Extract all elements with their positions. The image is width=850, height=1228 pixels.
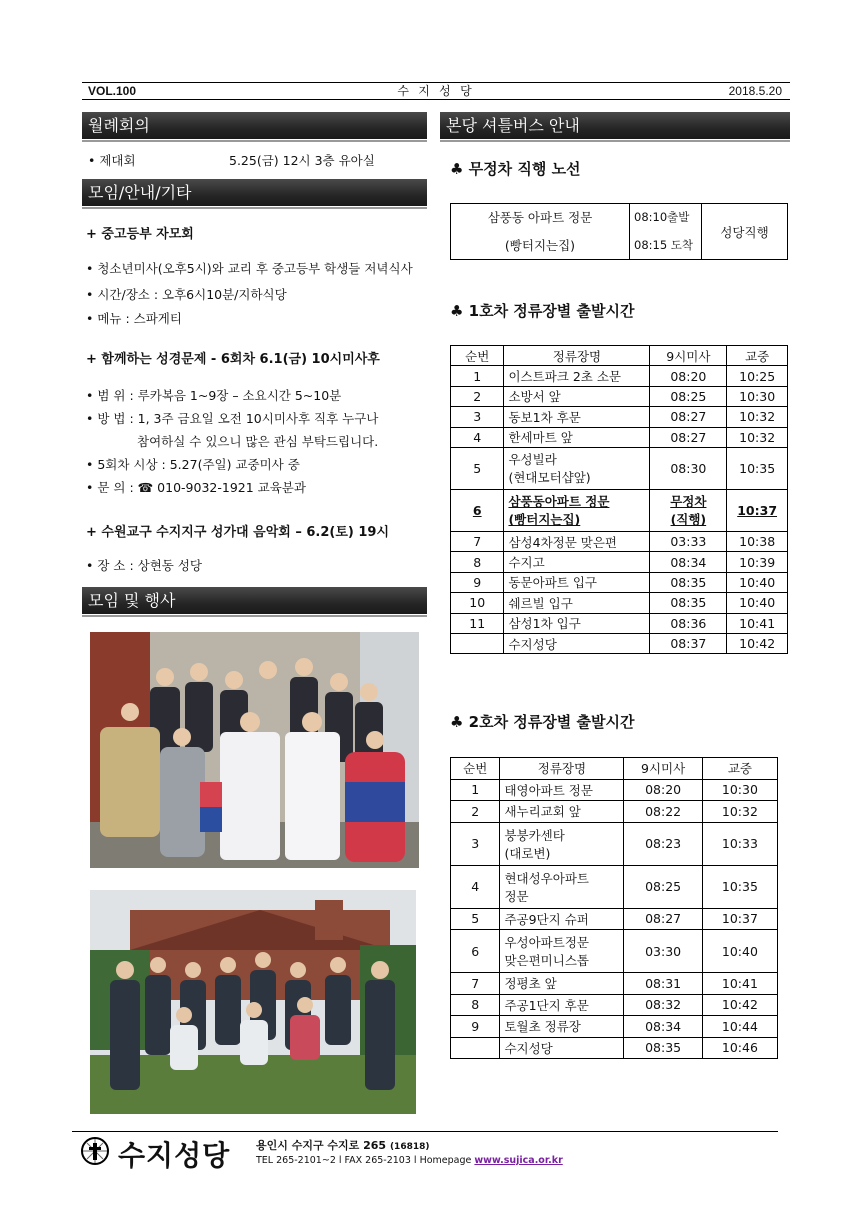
- table-row: [451, 386, 788, 406]
- main-mass-time: 10:38: [727, 531, 788, 551]
- header-title: 수 지 성 당: [397, 84, 475, 98]
- express-destination: 성당직행: [702, 204, 788, 260]
- mass-9am-time: 08:25: [650, 386, 727, 406]
- stop-name: 우성빌라 (현대모터샵앞): [504, 447, 650, 489]
- stop-number: 8: [451, 552, 504, 572]
- notice-heading-bible-quiz: + 함께하는 성경문제 - 6회차 6.1(금) 10시미사후: [86, 352, 380, 367]
- table-row: [451, 633, 788, 653]
- stop-name: 주공9단지 슈퍼: [500, 908, 624, 930]
- bus2-schedule-table: [450, 757, 778, 1059]
- mass-9am-time: 08:27: [650, 407, 727, 427]
- mass-9am-time: 08:25: [624, 865, 702, 908]
- main-mass-time: 10:25: [727, 366, 788, 386]
- table-row: [451, 613, 788, 633]
- meeting-value: 5.25(금) 12시 3층 유아실: [229, 153, 375, 168]
- table-row: [451, 801, 778, 823]
- stop-name: 우성아파트정문 맞은편미니스톱: [500, 930, 624, 973]
- column-header: 정류장명: [500, 758, 624, 780]
- main-mass-time: 10:39: [727, 552, 788, 572]
- table-row: [451, 994, 778, 1016]
- stop-name: 토월초 정류장: [500, 1016, 624, 1038]
- main-mass-time: 10:40: [727, 593, 788, 613]
- group-photo-first-communion: [90, 632, 419, 868]
- mass-9am-time: 08:27: [650, 427, 727, 447]
- express-depart-time: 08:10출발: [630, 204, 702, 231]
- main-mass-time: 10:35: [727, 447, 788, 489]
- main-mass-time: 10:42: [702, 994, 777, 1016]
- table-row: [451, 930, 778, 973]
- notice-line: • 메뉴 : 스파게티: [86, 311, 182, 326]
- table-header-row: [451, 346, 788, 366]
- column-header: 순번: [451, 758, 500, 780]
- table-row: [451, 366, 788, 386]
- stop-number: 9: [451, 1016, 500, 1038]
- table-row: [451, 407, 788, 427]
- table-row: [451, 489, 788, 531]
- church-name: 수지성당: [118, 1139, 231, 1172]
- mass-9am-time: 08:30: [650, 447, 727, 489]
- mass-9am-time: 08:35: [650, 572, 727, 592]
- mass-9am-time: 08:34: [624, 1016, 702, 1038]
- stop-name: 쉐르빌 입구: [504, 593, 650, 613]
- main-mass-time: 10:41: [702, 973, 777, 995]
- main-mass-time: 10:40: [702, 930, 777, 973]
- main-mass-time: 10:42: [727, 633, 788, 653]
- section-title-notices: 모임/안내/기타: [82, 179, 427, 206]
- mass-9am-time: 08:35: [624, 1037, 702, 1059]
- mass-9am-time: 08:31: [624, 973, 702, 995]
- address-text: 용인시 수지구 수지로 265: [256, 1139, 387, 1152]
- notice-line: • 문 의 : ☎ 010-9032-1921 교육분과: [86, 480, 306, 495]
- notice-line: 참여하실 수 있으니 많은 관심 부탁드립니다.: [137, 434, 379, 449]
- stop-number: [451, 1037, 500, 1059]
- main-mass-time: 10:32: [727, 407, 788, 427]
- stop-number: 11: [451, 613, 504, 633]
- stop-number: 4: [451, 865, 500, 908]
- section-title-events: 모임 및 행사: [82, 587, 427, 614]
- stop-name: 현대성우아파트 정문: [500, 865, 624, 908]
- main-mass-time: 10:32: [727, 427, 788, 447]
- mass-9am-time: 08:32: [624, 994, 702, 1016]
- stop-number: 2: [451, 386, 504, 406]
- express-arrive-time: 08:15 도착: [630, 231, 702, 260]
- section-title-shuttle: 본당 셔틀버스 안내: [440, 112, 790, 139]
- stop-name: 이스트파크 2초 소문: [504, 366, 650, 386]
- column-header: 9시미사: [624, 758, 702, 780]
- stop-name: 수지성당: [500, 1037, 624, 1059]
- mass-9am-time: 08:20: [624, 779, 702, 801]
- stop-number: 8: [451, 994, 500, 1016]
- church-contact: [256, 1155, 563, 1166]
- stop-name: 삼성1차 입구: [504, 613, 650, 633]
- table-row: [451, 593, 788, 613]
- issue-date: 2018.5.20: [728, 84, 782, 98]
- stop-number: 7: [451, 531, 504, 551]
- main-mass-time: 10:30: [727, 386, 788, 406]
- main-mass-time: 10:37: [727, 489, 788, 531]
- table-row: [451, 572, 788, 592]
- main-mass-time: 10:32: [702, 801, 777, 823]
- stop-number: 4: [451, 427, 504, 447]
- column-header: 순번: [451, 346, 504, 366]
- bus1-schedule-table: [450, 345, 788, 654]
- stop-number: 3: [451, 822, 500, 865]
- table-row: [451, 865, 778, 908]
- stop-number: 2: [451, 801, 500, 823]
- church-address: [256, 1137, 429, 1153]
- stop-name: 동문아파트 입구: [504, 572, 650, 592]
- zip-code: (16818): [389, 1142, 430, 1152]
- table-row: [451, 552, 788, 572]
- mass-9am-time: 03:30: [624, 930, 702, 973]
- column-header: 교중: [727, 346, 788, 366]
- stop-name: 수지성당: [504, 633, 650, 653]
- stop-number: 3: [451, 407, 504, 427]
- meeting-label: • 제대회: [88, 153, 136, 168]
- stop-number: 1: [451, 779, 500, 801]
- notice-heading-parents: + 중고등부 자모회: [86, 227, 194, 242]
- notice-line: • 시간/장소 : 오후6시10분/지하식당: [86, 287, 287, 302]
- express-stop-name: 삼풍동 아파트 정문: [451, 204, 630, 231]
- column-header: 9시미사: [650, 346, 727, 366]
- stop-number: 5: [451, 908, 500, 930]
- mass-9am-time: 08:23: [624, 822, 702, 865]
- stop-number: 6: [451, 930, 500, 973]
- mass-9am-time: 무정차 (직행): [650, 489, 727, 531]
- mass-9am-time: 03:33: [650, 531, 727, 551]
- stop-number: [451, 633, 504, 653]
- stop-number: 6: [451, 489, 504, 531]
- mass-9am-time: 08:22: [624, 801, 702, 823]
- table-header-row: [451, 758, 778, 780]
- table-row: [451, 1016, 778, 1038]
- notice-line: • 방 법 : 1, 3주 금요일 오전 10시미사후 직후 누구나: [86, 411, 379, 426]
- express-route-table: [450, 203, 788, 260]
- notice-line: • 범 위 : 루카복음 1~9장 – 소요시간 5~10분: [86, 388, 342, 403]
- stop-name: 소방서 앞: [504, 386, 650, 406]
- notice-heading-concert: + 수원교구 수지지구 성가대 음악회 – 6.2(토) 19시: [86, 525, 390, 540]
- mass-9am-time: 08:35: [650, 593, 727, 613]
- section-title-monthly-meeting: 월례회의: [82, 112, 427, 139]
- table-row: [451, 822, 778, 865]
- stop-name: 동보1차 후문: [504, 407, 650, 427]
- stop-number: 7: [451, 973, 500, 995]
- table-row: [451, 779, 778, 801]
- table-row: [451, 427, 788, 447]
- notice-line: • 청소년미사(오후5시)와 교리 후 중고등부 학생들 저녁식사: [86, 261, 413, 276]
- mass-9am-time: 08:36: [650, 613, 727, 633]
- mass-9am-time: 08:27: [624, 908, 702, 930]
- column-header: 정류장명: [504, 346, 650, 366]
- mass-9am-time: 08:34: [650, 552, 727, 572]
- stop-name: 수지고: [504, 552, 650, 572]
- bus2-heading: ♣ 2호차 정류장별 출발시간: [450, 713, 635, 731]
- notice-line: • 장 소 : 상현동 성당: [86, 558, 202, 573]
- main-mass-time: 10:37: [702, 908, 777, 930]
- table-row: [451, 1037, 778, 1059]
- stop-name: 한세마트 앞: [504, 427, 650, 447]
- stop-name: 붕붕카센타 (대로변): [500, 822, 624, 865]
- stop-number: 5: [451, 447, 504, 489]
- stop-name: 삼풍동아파트 정문 (빵터지는집): [504, 489, 650, 531]
- homepage-link[interactable]: www.sujica.or.kr: [474, 1155, 563, 1166]
- mass-9am-time: 08:37: [650, 633, 727, 653]
- volume-number: VOL.100: [88, 84, 137, 98]
- stop-name: 주공1단지 후문: [500, 994, 624, 1016]
- stop-name: 태영아파트 정문: [500, 779, 624, 801]
- stop-number: 10: [451, 593, 504, 613]
- main-mass-time: 10:35: [702, 865, 777, 908]
- contact-text: TEL 265-2101~2 l FAX 265-2103 l Homepage: [256, 1155, 472, 1166]
- table-row: [451, 908, 778, 930]
- stop-number: 1: [451, 366, 504, 386]
- stop-name: 새누리교회 앞: [500, 801, 624, 823]
- table-row: [451, 531, 788, 551]
- express-route-heading: ♣ 무정차 직행 노선: [450, 160, 581, 178]
- main-mass-time: 10:46: [702, 1037, 777, 1059]
- group-photo-church-outing: [90, 890, 416, 1114]
- mass-9am-time: 08:20: [650, 366, 727, 386]
- main-mass-time: 10:40: [727, 572, 788, 592]
- main-mass-time: 10:44: [702, 1016, 777, 1038]
- page-header: [82, 82, 790, 100]
- table-row: [451, 973, 778, 995]
- bus1-heading: ♣ 1호차 정류장별 출발시간: [450, 302, 635, 320]
- footer-divider: [72, 1131, 778, 1132]
- table-row: [451, 447, 788, 489]
- express-stop-note: (빵터지는집): [451, 231, 630, 260]
- stop-name: 삼성4차정문 맞은편: [504, 531, 650, 551]
- main-mass-time: 10:41: [727, 613, 788, 633]
- column-header: 교중: [702, 758, 777, 780]
- notice-line: • 5회차 시상 : 5.27(주일) 교중미사 중: [86, 457, 300, 472]
- main-mass-time: 10:30: [702, 779, 777, 801]
- main-mass-time: 10:33: [702, 822, 777, 865]
- stop-number: 9: [451, 572, 504, 592]
- church-logo-icon: [80, 1136, 110, 1170]
- stop-name: 정평초 앞: [500, 973, 624, 995]
